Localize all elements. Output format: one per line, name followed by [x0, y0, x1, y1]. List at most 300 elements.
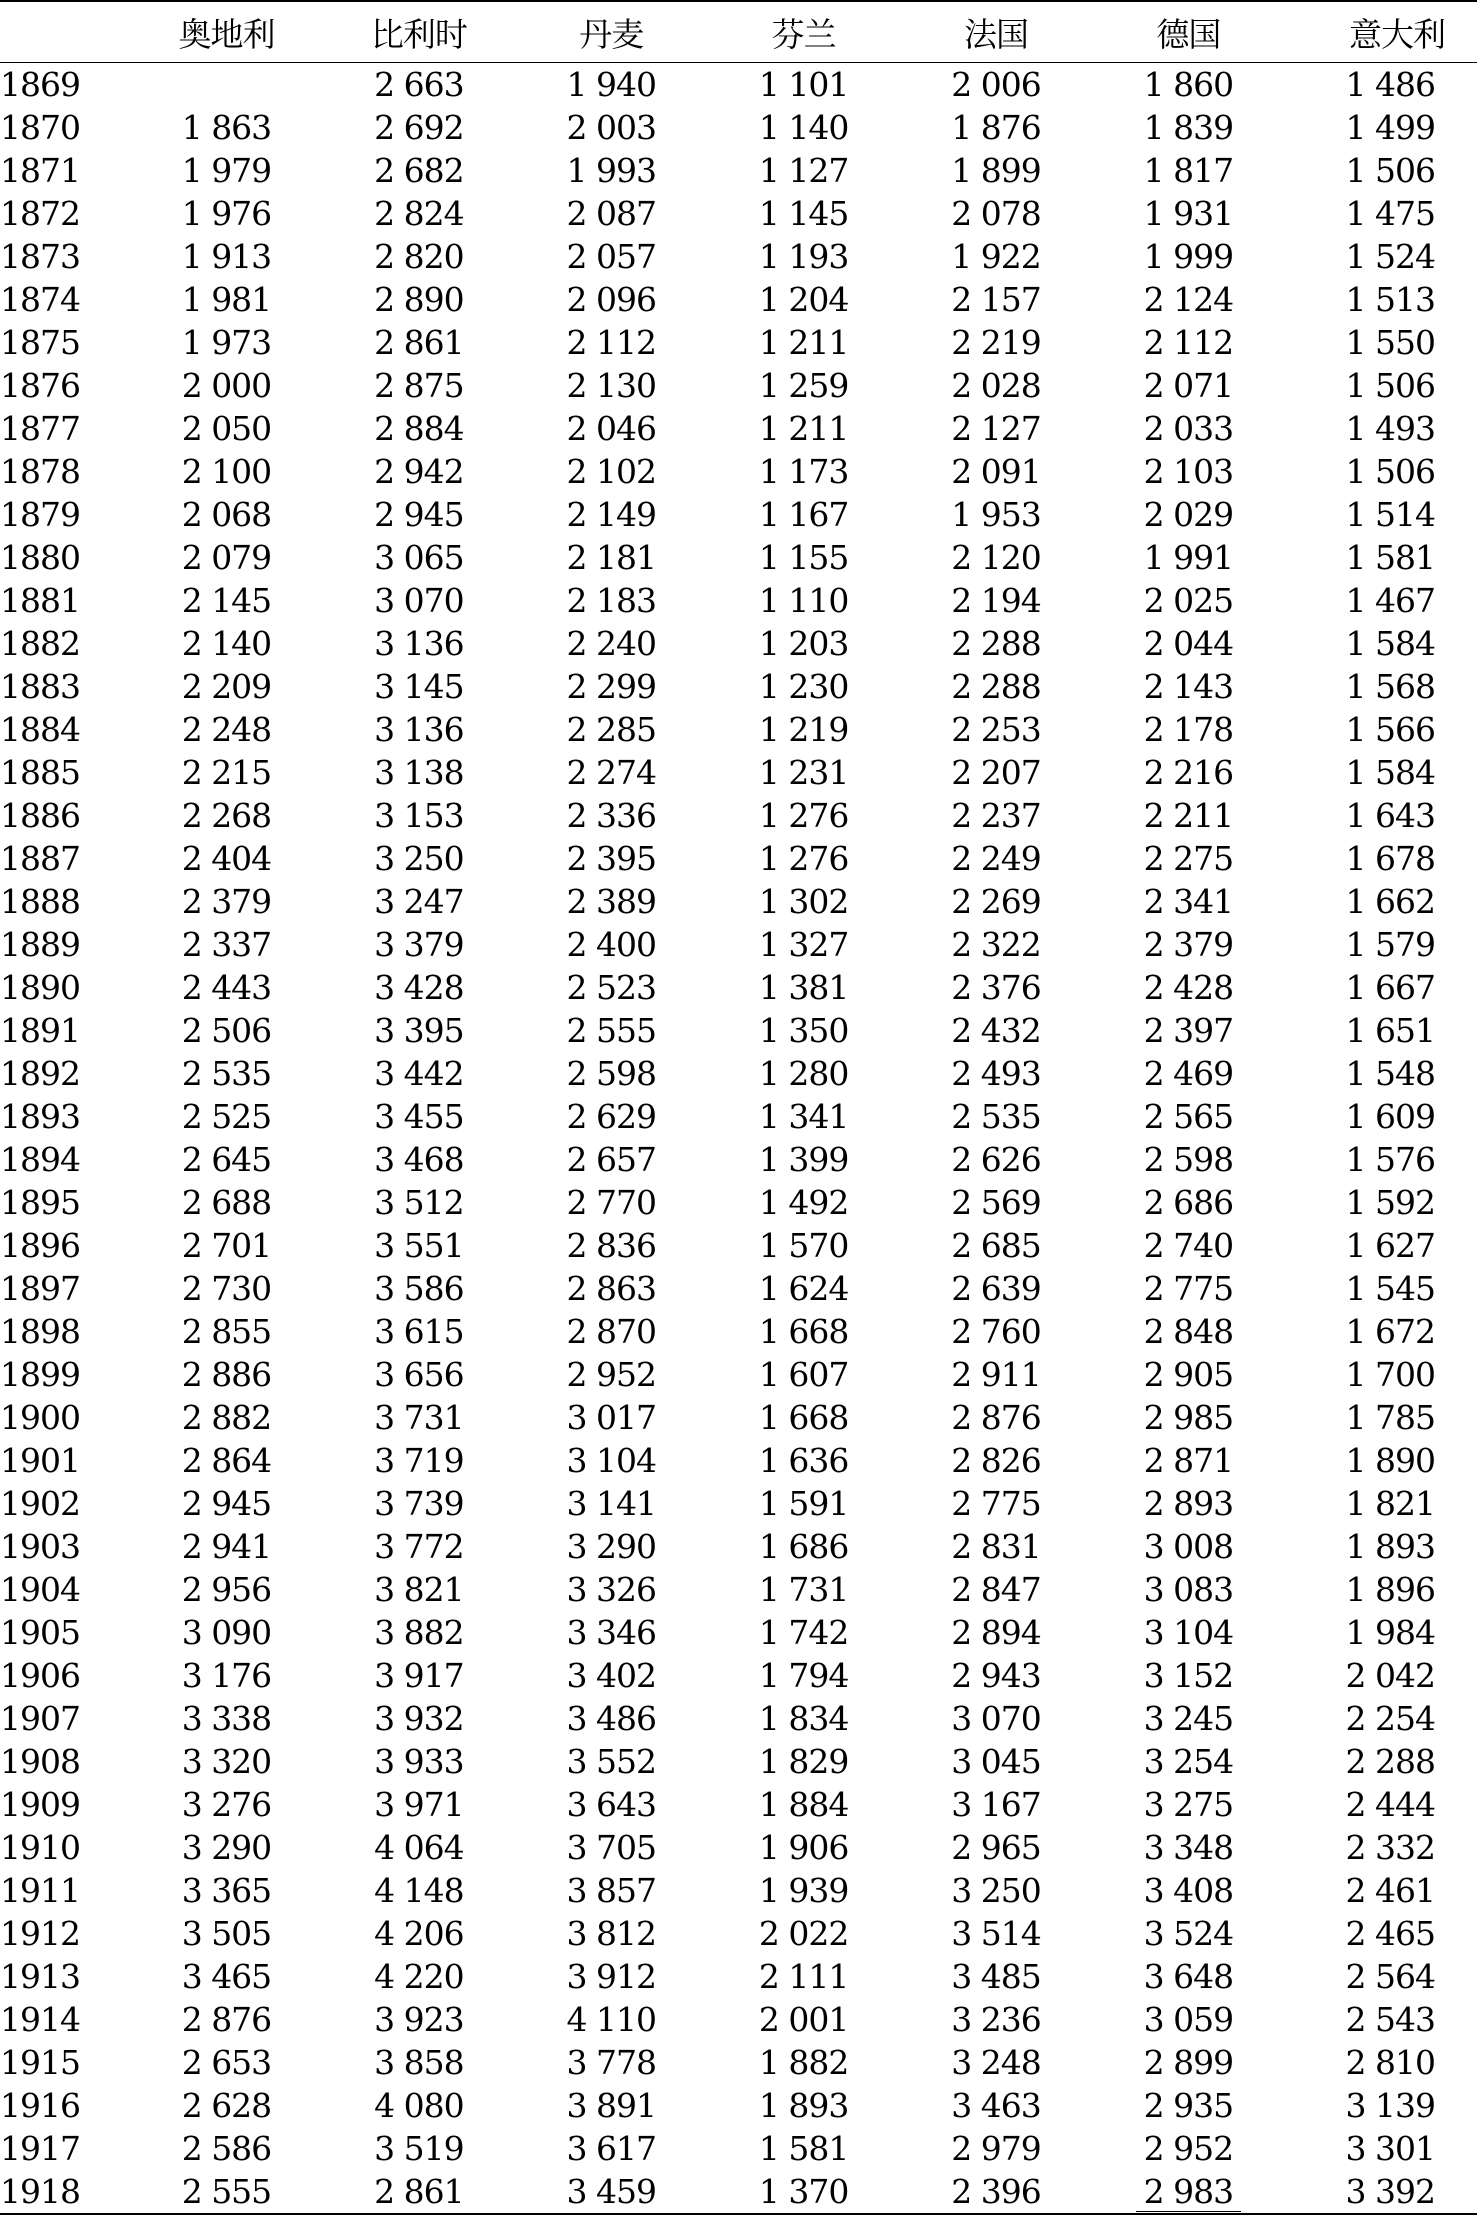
table-row — [0, 1697, 1477, 1740]
value-cell: 2 050 — [181, 409, 272, 448]
value-cell: 3 379 — [374, 925, 464, 964]
value-cell: 2 626 — [951, 1140, 1041, 1179]
value-cell: 2 237 — [951, 796, 1041, 835]
table-row — [0, 1783, 1477, 1826]
year-cell: 1884 — [0, 710, 80, 749]
value-cell: 2 145 — [181, 581, 272, 620]
value-cell: 4 148 — [374, 1871, 464, 1910]
year-cell: 1914 — [0, 2000, 80, 2039]
value-cell: 1 302 — [758, 882, 849, 921]
value-cell: 2 046 — [566, 409, 656, 448]
value-cell — [130, 63, 322, 107]
value-cell: 3 519 — [374, 2129, 464, 2168]
table-row — [0, 2084, 1477, 2127]
value-cell: 1 817 — [1143, 151, 1234, 190]
value-cell: 2 952 — [1143, 2129, 1234, 2168]
value-cell: 1 643 — [1345, 796, 1435, 835]
table-row — [0, 1396, 1477, 1439]
value-cell: 1 672 — [1345, 1312, 1435, 1351]
value-cell: 2 893 — [1143, 1484, 1234, 1523]
value-cell: 3 083 — [1143, 1570, 1234, 1609]
value-cell: 2 068 — [181, 495, 272, 534]
value-cell: 2 285 — [566, 710, 656, 749]
value-cell: 2 396 — [951, 2172, 1041, 2211]
value-cell: 2 127 — [951, 409, 1041, 448]
value-cell: 3 136 — [374, 624, 464, 663]
value-cell: 2 653 — [181, 2043, 272, 2082]
column-header: 奥地利 — [130, 1, 322, 63]
value-cell: 3 250 — [374, 839, 464, 878]
year-cell: 1897 — [0, 1269, 80, 1308]
value-cell: 1 219 — [758, 710, 849, 749]
value-cell: 1 913 — [181, 237, 272, 276]
value-cell: 3 971 — [374, 1785, 464, 1824]
year-cell: 1889 — [0, 925, 80, 964]
table-row — [0, 106, 1477, 149]
value-cell: 2 701 — [181, 1226, 272, 1265]
value-cell: 2 465 — [1345, 1914, 1435, 1953]
year-cell: 1906 — [0, 1656, 80, 1695]
value-cell: 3 617 — [566, 2129, 656, 2168]
value-cell: 1 493 — [1345, 409, 1435, 448]
table-row — [0, 1611, 1477, 1654]
value-cell: 1 863 — [181, 108, 272, 147]
value-cell: 3 917 — [374, 1656, 464, 1695]
value-cell: 2 091 — [951, 452, 1041, 491]
value-cell: 2 428 — [1143, 968, 1234, 1007]
value-cell: 1 140 — [758, 108, 849, 147]
value-cell: 3 248 — [951, 2043, 1041, 2082]
value-cell: 1 979 — [181, 151, 272, 190]
table-row — [0, 1869, 1477, 1912]
value-cell: 2 956 — [181, 1570, 272, 1609]
value-cell: 3 136 — [374, 710, 464, 749]
value-cell: 1 785 — [1345, 1398, 1435, 1437]
value-cell: 2 100 — [181, 452, 272, 491]
value-cell: 1 940 — [566, 65, 656, 104]
column-header: 丹麦 — [515, 1, 707, 63]
table-body — [0, 63, 1477, 2215]
year-cell: 1907 — [0, 1699, 80, 1738]
value-cell: 1 899 — [951, 151, 1041, 190]
value-cell: 3 551 — [374, 1226, 464, 1265]
value-cell: 2 000 — [181, 366, 272, 405]
year-cell: 1912 — [0, 1914, 80, 1953]
value-cell: 2 740 — [1143, 1226, 1234, 1265]
value-cell: 2 376 — [951, 968, 1041, 1007]
value-cell: 1 155 — [758, 538, 849, 577]
value-cell: 1 211 — [758, 409, 849, 448]
value-cell: 3 326 — [566, 1570, 656, 1609]
value-cell: 1 984 — [1345, 1613, 1435, 1652]
value-cell: 1 276 — [758, 839, 849, 878]
value-cell: 3 857 — [566, 1871, 656, 1910]
value-cell: 1 203 — [758, 624, 849, 663]
value-cell: 2 886 — [181, 1355, 272, 1394]
year-cell: 1892 — [0, 1054, 80, 1093]
value-cell: 2 269 — [951, 882, 1041, 921]
value-cell: 2 831 — [951, 1527, 1041, 1566]
value-cell: 4 080 — [374, 2086, 464, 2125]
value-cell: 3 485 — [951, 1957, 1041, 1996]
value-cell: 1 834 — [758, 1699, 849, 1738]
value-cell: 2 087 — [566, 194, 656, 233]
value-cell: 3 643 — [566, 1785, 656, 1824]
value-cell: 2 979 — [951, 2129, 1041, 2168]
value-cell: 2 274 — [566, 753, 656, 792]
value-cell: 3 245 — [1143, 1699, 1234, 1738]
value-cell: 1 678 — [1345, 839, 1435, 878]
value-cell: 2 400 — [566, 925, 656, 964]
value-cell: 1 893 — [1345, 1527, 1435, 1566]
value-cell: 1 370 — [758, 2172, 849, 2211]
value-cell: 2 194 — [951, 581, 1041, 620]
value-cell: 1 576 — [1345, 1140, 1435, 1179]
value-cell: 1 545 — [1345, 1269, 1435, 1308]
value-cell: 2 379 — [1143, 925, 1234, 964]
value-cell: 3 145 — [374, 667, 464, 706]
year-cell: 1911 — [0, 1871, 80, 1910]
value-cell: 1 627 — [1345, 1226, 1435, 1265]
value-cell: 1 259 — [758, 366, 849, 405]
value-cell: 2 337 — [181, 925, 272, 964]
table-row — [0, 1310, 1477, 1353]
value-cell: 3 045 — [951, 1742, 1041, 1781]
value-cell: 2 112 — [566, 323, 656, 362]
value-cell: 2 443 — [181, 968, 272, 1007]
value-cell: 1 939 — [758, 1871, 849, 1910]
value-cell: 1 860 — [1143, 65, 1234, 104]
value-cell: 3 167 — [951, 1785, 1041, 1824]
year-cell: 1872 — [0, 194, 80, 233]
year-cell: 1899 — [0, 1355, 80, 1394]
value-cell: 3 070 — [951, 1699, 1041, 1738]
value-cell: 2 143 — [1143, 667, 1234, 706]
value-cell: 2 028 — [951, 366, 1041, 405]
value-cell: 3 141 — [566, 1484, 656, 1523]
value-cell: 3 778 — [566, 2043, 656, 2082]
value-cell: 3 821 — [374, 1570, 464, 1609]
year-cell: 1900 — [0, 1398, 80, 1437]
year-cell: 1903 — [0, 1527, 80, 1566]
value-cell: 2 149 — [566, 495, 656, 534]
year-cell: 1917 — [0, 2129, 80, 2168]
value-cell: 2 941 — [181, 1527, 272, 1566]
value-cell: 1 486 — [1345, 65, 1435, 104]
value-cell: 1 506 — [1345, 452, 1435, 491]
value-cell: 1 876 — [951, 108, 1041, 147]
value-cell: 2 003 — [566, 108, 656, 147]
value-cell: 2 103 — [1143, 452, 1234, 491]
value-cell: 2 444 — [1345, 1785, 1435, 1824]
year-cell: 1895 — [0, 1183, 80, 1222]
value-cell: 2 120 — [951, 538, 1041, 577]
value-cell: 2 685 — [951, 1226, 1041, 1265]
value-cell: 1 906 — [758, 1828, 849, 1867]
value-cell: 3 247 — [374, 882, 464, 921]
value-cell: 1 981 — [181, 280, 272, 319]
value-cell: 2 341 — [1143, 882, 1234, 921]
year-cell: 1910 — [0, 1828, 80, 1867]
table-row — [0, 1955, 1477, 1998]
value-cell: 1 890 — [1345, 1441, 1435, 1480]
value-cell: 1 475 — [1345, 194, 1435, 233]
table-row — [0, 1181, 1477, 1224]
value-cell: 2 299 — [566, 667, 656, 706]
value-cell: 2 730 — [181, 1269, 272, 1308]
value-cell: 3 017 — [566, 1398, 656, 1437]
value-cell: 2 042 — [1345, 1656, 1435, 1695]
value-cell: 2 322 — [951, 925, 1041, 964]
value-cell: 2 078 — [951, 194, 1041, 233]
value-cell: 2 211 — [1143, 796, 1234, 835]
value-cell: 2 336 — [566, 796, 656, 835]
value-cell: 2 555 — [566, 1011, 656, 1050]
value-cell: 2 870 — [566, 1312, 656, 1351]
year-cell: 1909 — [0, 1785, 80, 1824]
value-cell: 3 276 — [181, 1785, 272, 1824]
year-cell: 1876 — [0, 366, 80, 405]
value-cell: 2 022 — [758, 1914, 849, 1953]
value-cell: 1 581 — [758, 2129, 849, 2168]
year-cell: 1898 — [0, 1312, 80, 1351]
value-cell: 1 973 — [181, 323, 272, 362]
value-cell: 2 945 — [374, 495, 464, 534]
value-cell: 2 555 — [181, 2172, 272, 2211]
table-row — [0, 708, 1477, 751]
year-cell: 1908 — [0, 1742, 80, 1781]
column-header: 芬兰 — [707, 1, 899, 63]
value-cell: 3 428 — [374, 968, 464, 1007]
value-cell: 3 250 — [951, 1871, 1041, 1910]
value-cell: 3 719 — [374, 1441, 464, 1480]
value-cell: 2 598 — [1143, 1140, 1234, 1179]
value-cell: 3 059 — [1143, 2000, 1234, 2039]
value-cell: 2 894 — [951, 1613, 1041, 1652]
value-cell: 3 070 — [374, 581, 464, 620]
value-cell: 2 692 — [374, 108, 464, 147]
value-cell: 2 952 — [566, 1355, 656, 1394]
table-row — [0, 622, 1477, 665]
value-cell: 1 145 — [758, 194, 849, 233]
table-row — [0, 1912, 1477, 1955]
value-cell: 1 829 — [758, 1742, 849, 1781]
table-row — [0, 450, 1477, 493]
value-cell: 3 552 — [566, 1742, 656, 1781]
value-cell: 2 543 — [1345, 2000, 1435, 2039]
value-cell: 3 705 — [566, 1828, 656, 1867]
table-row — [0, 1826, 1477, 1869]
year-cell: 1896 — [0, 1226, 80, 1265]
value-cell: 3 891 — [566, 2086, 656, 2125]
year-cell: 1878 — [0, 452, 80, 491]
value-cell: 1 341 — [758, 1097, 849, 1136]
value-cell: 2 523 — [566, 968, 656, 1007]
year-cell: 1902 — [0, 1484, 80, 1523]
value-cell: 1 609 — [1345, 1097, 1435, 1136]
year-cell: 1885 — [0, 753, 80, 792]
value-cell: 4 220 — [374, 1957, 464, 1996]
value-cell: 1 839 — [1143, 108, 1234, 147]
value-cell: 3 923 — [374, 2000, 464, 2039]
value-cell: 1 506 — [1345, 151, 1435, 190]
value-cell: 3 858 — [374, 2043, 464, 2082]
value-cell: 2 071 — [1143, 366, 1234, 405]
table-row — [0, 235, 1477, 278]
year-cell: 1888 — [0, 882, 80, 921]
value-cell: 3 176 — [181, 1656, 272, 1695]
value-cell: 1 381 — [758, 968, 849, 1007]
value-cell: 3 275 — [1143, 1785, 1234, 1824]
year-cell: 1879 — [0, 495, 80, 534]
value-cell: 2 586 — [181, 2129, 272, 2168]
value-cell: 2 855 — [181, 1312, 272, 1351]
value-cell: 3 656 — [374, 1355, 464, 1394]
column-header: 比利时 — [323, 1, 515, 63]
value-cell: 1 566 — [1345, 710, 1435, 749]
value-cell: 1 584 — [1345, 753, 1435, 792]
value-cell: 3 301 — [1345, 2129, 1435, 2168]
value-cell: 2 836 — [566, 1226, 656, 1265]
value-cell: 3 486 — [566, 1699, 656, 1738]
value-cell: 2 288 — [951, 667, 1041, 706]
value-cell: 4 206 — [374, 1914, 464, 1953]
value-cell: 3 338 — [181, 1699, 272, 1738]
value-cell: 1 467 — [1345, 581, 1435, 620]
value-cell: 3 090 — [181, 1613, 272, 1652]
value-cell: 2 945 — [181, 1484, 272, 1523]
value-cell: 2 861 — [374, 323, 464, 362]
table-row — [0, 1740, 1477, 1783]
value-cell: 2 826 — [951, 1441, 1041, 1480]
value-cell: 2 432 — [951, 1011, 1041, 1050]
table-row — [0, 1439, 1477, 1482]
table-row — [0, 407, 1477, 450]
value-cell: 3 153 — [374, 796, 464, 835]
value-cell: 1 882 — [758, 2043, 849, 2082]
year-cell: 1883 — [0, 667, 80, 706]
value-cell: 2 397 — [1143, 1011, 1234, 1050]
value-cell: 2 130 — [566, 366, 656, 405]
value-cell: 3 236 — [951, 2000, 1041, 2039]
year-cell: 1881 — [0, 581, 80, 620]
year-cell: 1904 — [0, 1570, 80, 1609]
value-cell: 2 029 — [1143, 495, 1234, 534]
value-cell: 2 469 — [1143, 1054, 1234, 1093]
table-row — [0, 837, 1477, 880]
value-cell: 2 688 — [181, 1183, 272, 1222]
value-cell: 2 871 — [1143, 1441, 1234, 1480]
value-cell: 1 579 — [1345, 925, 1435, 964]
year-cell: 1918 — [0, 2172, 80, 2211]
value-cell: 3 615 — [374, 1312, 464, 1351]
value-cell: 3 468 — [374, 1140, 464, 1179]
value-cell: 3 933 — [374, 1742, 464, 1781]
value-cell: 2 905 — [1143, 1355, 1234, 1394]
value-cell: 2 682 — [374, 151, 464, 190]
year-cell: 1870 — [0, 108, 80, 147]
value-cell: 3 932 — [374, 1699, 464, 1738]
value-cell: 2 657 — [566, 1140, 656, 1179]
value-cell: 1 492 — [758, 1183, 849, 1222]
column-header-year — [0, 1, 130, 63]
value-cell: 2 057 — [566, 237, 656, 276]
value-cell: 2 863 — [566, 1269, 656, 1308]
value-cell: 3 442 — [374, 1054, 464, 1093]
value-cell: 2 253 — [951, 710, 1041, 749]
value-cell: 2 569 — [951, 1183, 1041, 1222]
value-cell: 3 065 — [374, 538, 464, 577]
value-cell: 2 079 — [181, 538, 272, 577]
value-cell: 1 931 — [1143, 194, 1234, 233]
value-cell: 3 586 — [374, 1269, 464, 1308]
value-cell: 1 893 — [758, 2086, 849, 2125]
value-cell: 1 327 — [758, 925, 849, 964]
value-cell: 2 985 — [1143, 1398, 1234, 1437]
value-cell: 2 942 — [374, 452, 464, 491]
value-cell: 1 584 — [1345, 624, 1435, 663]
value-cell: 1 922 — [951, 237, 1041, 276]
value-cell: 2 965 — [951, 1828, 1041, 1867]
year-cell: 1915 — [0, 2043, 80, 2082]
value-cell: 2 686 — [1143, 1183, 1234, 1222]
value-cell: 3 346 — [566, 1613, 656, 1652]
value-cell: 2 389 — [566, 882, 656, 921]
value-cell: 2 564 — [1345, 1957, 1435, 1996]
value-cell: 1 662 — [1345, 882, 1435, 921]
value-cell: 2 209 — [181, 667, 272, 706]
value-cell: 4 110 — [566, 2000, 656, 2039]
year-cell: 1887 — [0, 839, 80, 878]
table-row — [0, 1482, 1477, 1525]
value-cell: 2 207 — [951, 753, 1041, 792]
table-row — [0, 149, 1477, 192]
value-cell: 2 240 — [566, 624, 656, 663]
value-cell: 2 183 — [566, 581, 656, 620]
value-cell: 3 812 — [566, 1914, 656, 1953]
value-cell: 3 348 — [1143, 1828, 1234, 1867]
value-cell: 1 991 — [1143, 538, 1234, 577]
year-cell: 1886 — [0, 796, 80, 835]
value-cell: 3 731 — [374, 1398, 464, 1437]
value-cell: 1 668 — [758, 1398, 849, 1437]
value-cell: 2 025 — [1143, 581, 1234, 620]
value-cell: 1 231 — [758, 753, 849, 792]
table-row — [0, 63, 1477, 107]
year-cell: 1916 — [0, 2086, 80, 2125]
value-cell: 3 320 — [181, 1742, 272, 1781]
value-cell: 2 847 — [951, 1570, 1041, 1609]
year-cell: 1890 — [0, 968, 80, 1007]
value-cell: 3 008 — [1143, 1527, 1234, 1566]
year-cell: 1875 — [0, 323, 80, 362]
value-cell: 1 276 — [758, 796, 849, 835]
value-cell: 2 178 — [1143, 710, 1234, 749]
value-cell: 2 861 — [374, 2172, 464, 2211]
value-cell: 2 124 — [1143, 280, 1234, 319]
table-row — [0, 2127, 1477, 2170]
value-cell: 2 461 — [1345, 1871, 1435, 1910]
table-row — [0, 1353, 1477, 1396]
value-cell: 2 775 — [951, 1484, 1041, 1523]
value-cell: 1 742 — [758, 1613, 849, 1652]
table-row — [0, 1138, 1477, 1181]
value-cell: 2 525 — [181, 1097, 272, 1136]
value-cell: 1 607 — [758, 1355, 849, 1394]
value-cell: 2 215 — [181, 753, 272, 792]
value-cell: 3 912 — [566, 1957, 656, 1996]
value-cell: 3 512 — [374, 1183, 464, 1222]
